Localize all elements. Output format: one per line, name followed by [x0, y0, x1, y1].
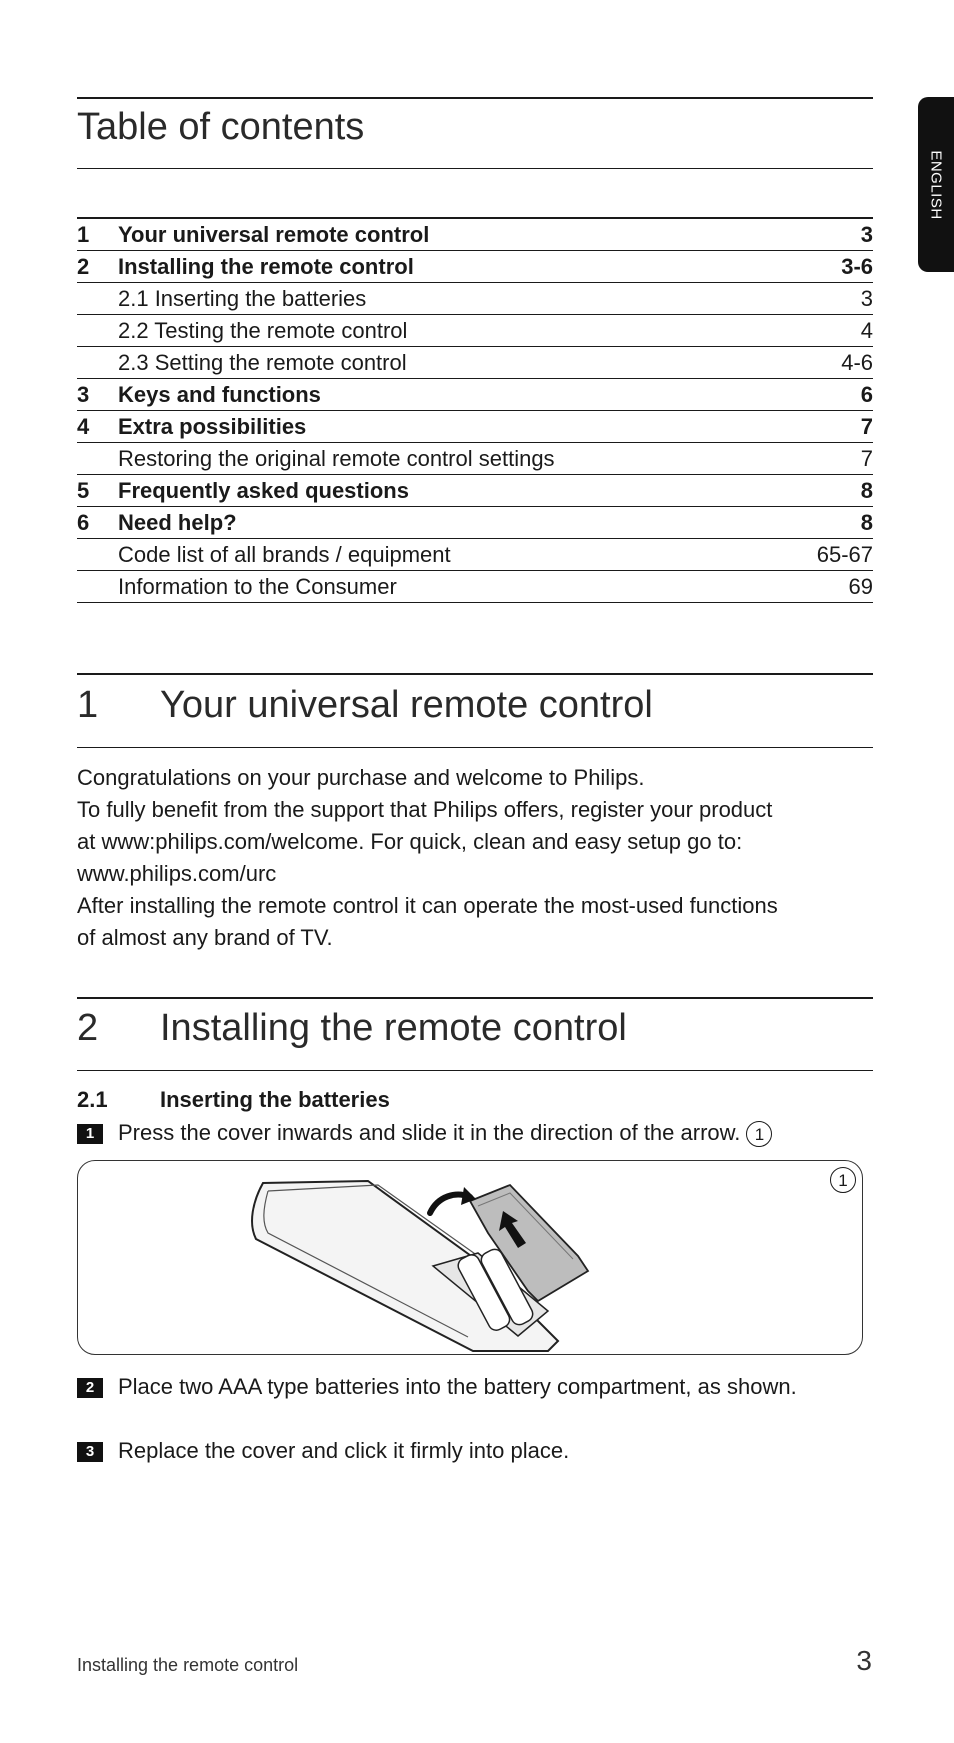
remote-control-illustration: [78, 1161, 863, 1355]
language-tab-label: ENGLISH: [927, 149, 945, 220]
figure-reference-circle: 1: [746, 1121, 772, 1147]
toc-row: [77, 443, 873, 475]
step-number-badge: 1: [77, 1124, 103, 1144]
toc-row-title: Restoring the original remote control settings: [118, 446, 555, 471]
section1-body: [77, 762, 877, 954]
toc-row-number: 2: [77, 254, 90, 279]
subsection-number: 2.1: [77, 1087, 108, 1112]
toc-row-page: 6: [860, 382, 873, 407]
toc-row: [77, 251, 873, 283]
step-1: [77, 1117, 877, 1149]
figure-label-circle: 1: [830, 1167, 856, 1193]
section1-line: of almost any brand of TV.: [77, 925, 333, 950]
toc-title: Table of contents: [77, 106, 365, 148]
toc-row-page: 65-67: [816, 542, 873, 567]
section1-title-rule: [77, 747, 873, 748]
section2-title-rule: [77, 1070, 873, 1071]
toc-row-page: 69: [848, 574, 873, 599]
section1-number: 1: [77, 684, 99, 726]
subsection-title: Inserting the batteries: [160, 1087, 390, 1112]
toc-row-number: 1: [77, 222, 90, 247]
toc-row-page: 3-6: [841, 254, 873, 279]
section1-line: www.philips.com/urc: [77, 861, 277, 886]
toc-row-page: 8: [860, 478, 873, 503]
toc-row: [77, 507, 873, 539]
section1-line: After installing the remote control it can operate the most-used functions: [77, 893, 778, 918]
toc-row-number: 3: [77, 382, 90, 407]
toc-row-title: 2.1 Inserting the batteries: [118, 286, 367, 311]
section1-line: Congratulations on your purchase and welcome to Philips.: [77, 765, 645, 790]
toc-row-number: 4: [77, 414, 90, 439]
section1-top-rule: [77, 673, 873, 675]
section1-line: at www:philips.com/welcome. For quick, clean and easy setup go to:: [77, 829, 743, 854]
toc-row-page: 8: [860, 510, 873, 535]
toc-row-page: 7: [860, 414, 873, 439]
toc-row-title: Frequently asked questions: [118, 478, 409, 503]
toc-row-page: 3: [860, 222, 873, 247]
toc-row-title: 2.2 Testing the remote control: [118, 318, 408, 343]
step-2: [77, 1371, 877, 1403]
footer-section-name: Installing the remote control: [77, 1655, 299, 1675]
toc-row-number: 5: [77, 478, 90, 503]
toc-table: [77, 217, 873, 603]
section2-top-rule: [77, 997, 873, 999]
footer-page-number: 3: [856, 1645, 872, 1676]
section2-title: Installing the remote control: [160, 1007, 627, 1049]
toc-row-title: Need help?: [118, 510, 237, 535]
toc-row: [77, 217, 873, 251]
section2-number: 2: [77, 1007, 99, 1049]
battery-cover-illustration: [77, 1160, 863, 1355]
toc-row: [77, 571, 873, 603]
toc-row: [77, 379, 873, 411]
language-tab: [918, 97, 954, 272]
toc-row-page: 3: [860, 286, 873, 311]
toc-row-title: Code list of all brands / equipment: [118, 542, 451, 567]
toc-row-title: Your universal remote control: [118, 222, 430, 247]
toc-row-page: 4-6: [841, 350, 873, 375]
toc-row-title: Information to the Consumer: [118, 574, 397, 599]
toc-row: [77, 475, 873, 507]
toc-row: [77, 411, 873, 443]
step-text: Press the cover inwards and slide it in the direction of the arrow.: [118, 1120, 741, 1145]
toc-row-title: Installing the remote control: [118, 254, 414, 279]
step-3: [77, 1435, 877, 1467]
toc-row-page: 7: [860, 446, 873, 471]
toc-row: [77, 283, 873, 315]
toc-row: [77, 539, 873, 571]
toc-row-title: Keys and functions: [118, 382, 321, 407]
toc-row: [77, 315, 873, 347]
step-text: Place two AAA type batteries into the battery compartment, as shown.: [118, 1374, 797, 1399]
toc-row-page: 4: [860, 318, 873, 343]
toc-title-rule: [77, 168, 873, 169]
step-number-badge: 3: [77, 1442, 103, 1462]
toc-row-title: 2.3 Setting the remote control: [118, 350, 407, 375]
step-text: Replace the cover and click it firmly into place.: [118, 1438, 570, 1463]
section1-title: Your universal remote control: [160, 684, 653, 726]
toc-top-rule: [77, 97, 873, 99]
section1-line: To fully benefit from the support that Philips offers, register your product: [77, 797, 773, 822]
step-number-badge: 2: [77, 1378, 103, 1398]
toc-row-title: Extra possibilities: [118, 414, 307, 439]
toc-row-number: 6: [77, 510, 90, 535]
toc-row: [77, 347, 873, 379]
